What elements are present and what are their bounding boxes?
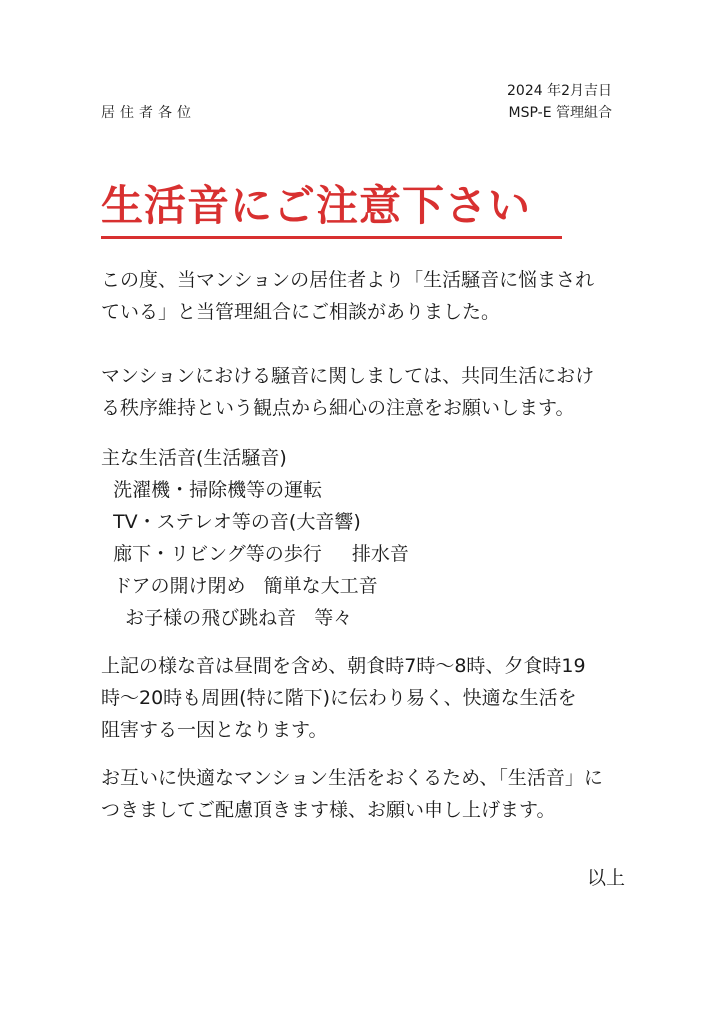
noise-list-item: お子様の飛び跳ね音 等々 bbox=[101, 607, 353, 629]
paragraph-line: る秩序維持という観点から細心の注意をお願いします。 bbox=[101, 397, 575, 419]
noise-list-item: TV・ステレオ等の音(大音響) bbox=[101, 511, 361, 533]
paragraph-line: この度、当マンションの居住者より「生活騒音に悩まされ bbox=[101, 269, 595, 291]
sender-name: MSP-E 管理組合 bbox=[508, 105, 612, 121]
noise-list-item: 洗濯機・掃除機等の運転 bbox=[101, 479, 323, 501]
paragraph-line: お互いに快適なマンション生活をおくるため、「生活音」に bbox=[101, 767, 603, 789]
paragraph-line: 上記の様な音は昼間を含め、朝食時7時～8時、夕食時19 bbox=[101, 655, 586, 677]
noise-list-item: 廊下・リビング等の歩行 排水音 bbox=[101, 543, 409, 565]
notice-title: 生活音にご注意下さい bbox=[101, 181, 532, 230]
paragraph-timing bbox=[101, 650, 586, 746]
closing-word: 以上 bbox=[586, 867, 625, 889]
paragraph-line: ている」と当管理組合にご相談がありました。 bbox=[101, 301, 501, 323]
paragraph-line: つきましてご配慮頂きます様、お願い申し上げます。 bbox=[101, 799, 556, 821]
paragraph-line: 阻害する一因となります。 bbox=[101, 719, 328, 741]
title-underline bbox=[101, 236, 562, 239]
paragraph-line: マンションにおける騒音に関しましては、共同生活におけ bbox=[101, 365, 595, 387]
paragraph-consultation bbox=[101, 264, 594, 328]
paragraph-closing-request bbox=[101, 762, 603, 826]
header-meta bbox=[507, 80, 612, 124]
paragraph-request bbox=[101, 360, 594, 424]
issue-date: 2024 年2月吉日 bbox=[507, 83, 612, 99]
paragraph-line: 時～20時も周囲(特に階下)に伝わり易く、快適な生活を bbox=[101, 687, 577, 709]
noise-list-item: ドアの開け閉め 簡単な大工音 bbox=[101, 575, 378, 597]
addressee: 居住者各位 bbox=[101, 105, 196, 121]
noise-list bbox=[101, 442, 409, 634]
noise-list-heading: 主な生活音(生活騒音) bbox=[101, 447, 287, 469]
